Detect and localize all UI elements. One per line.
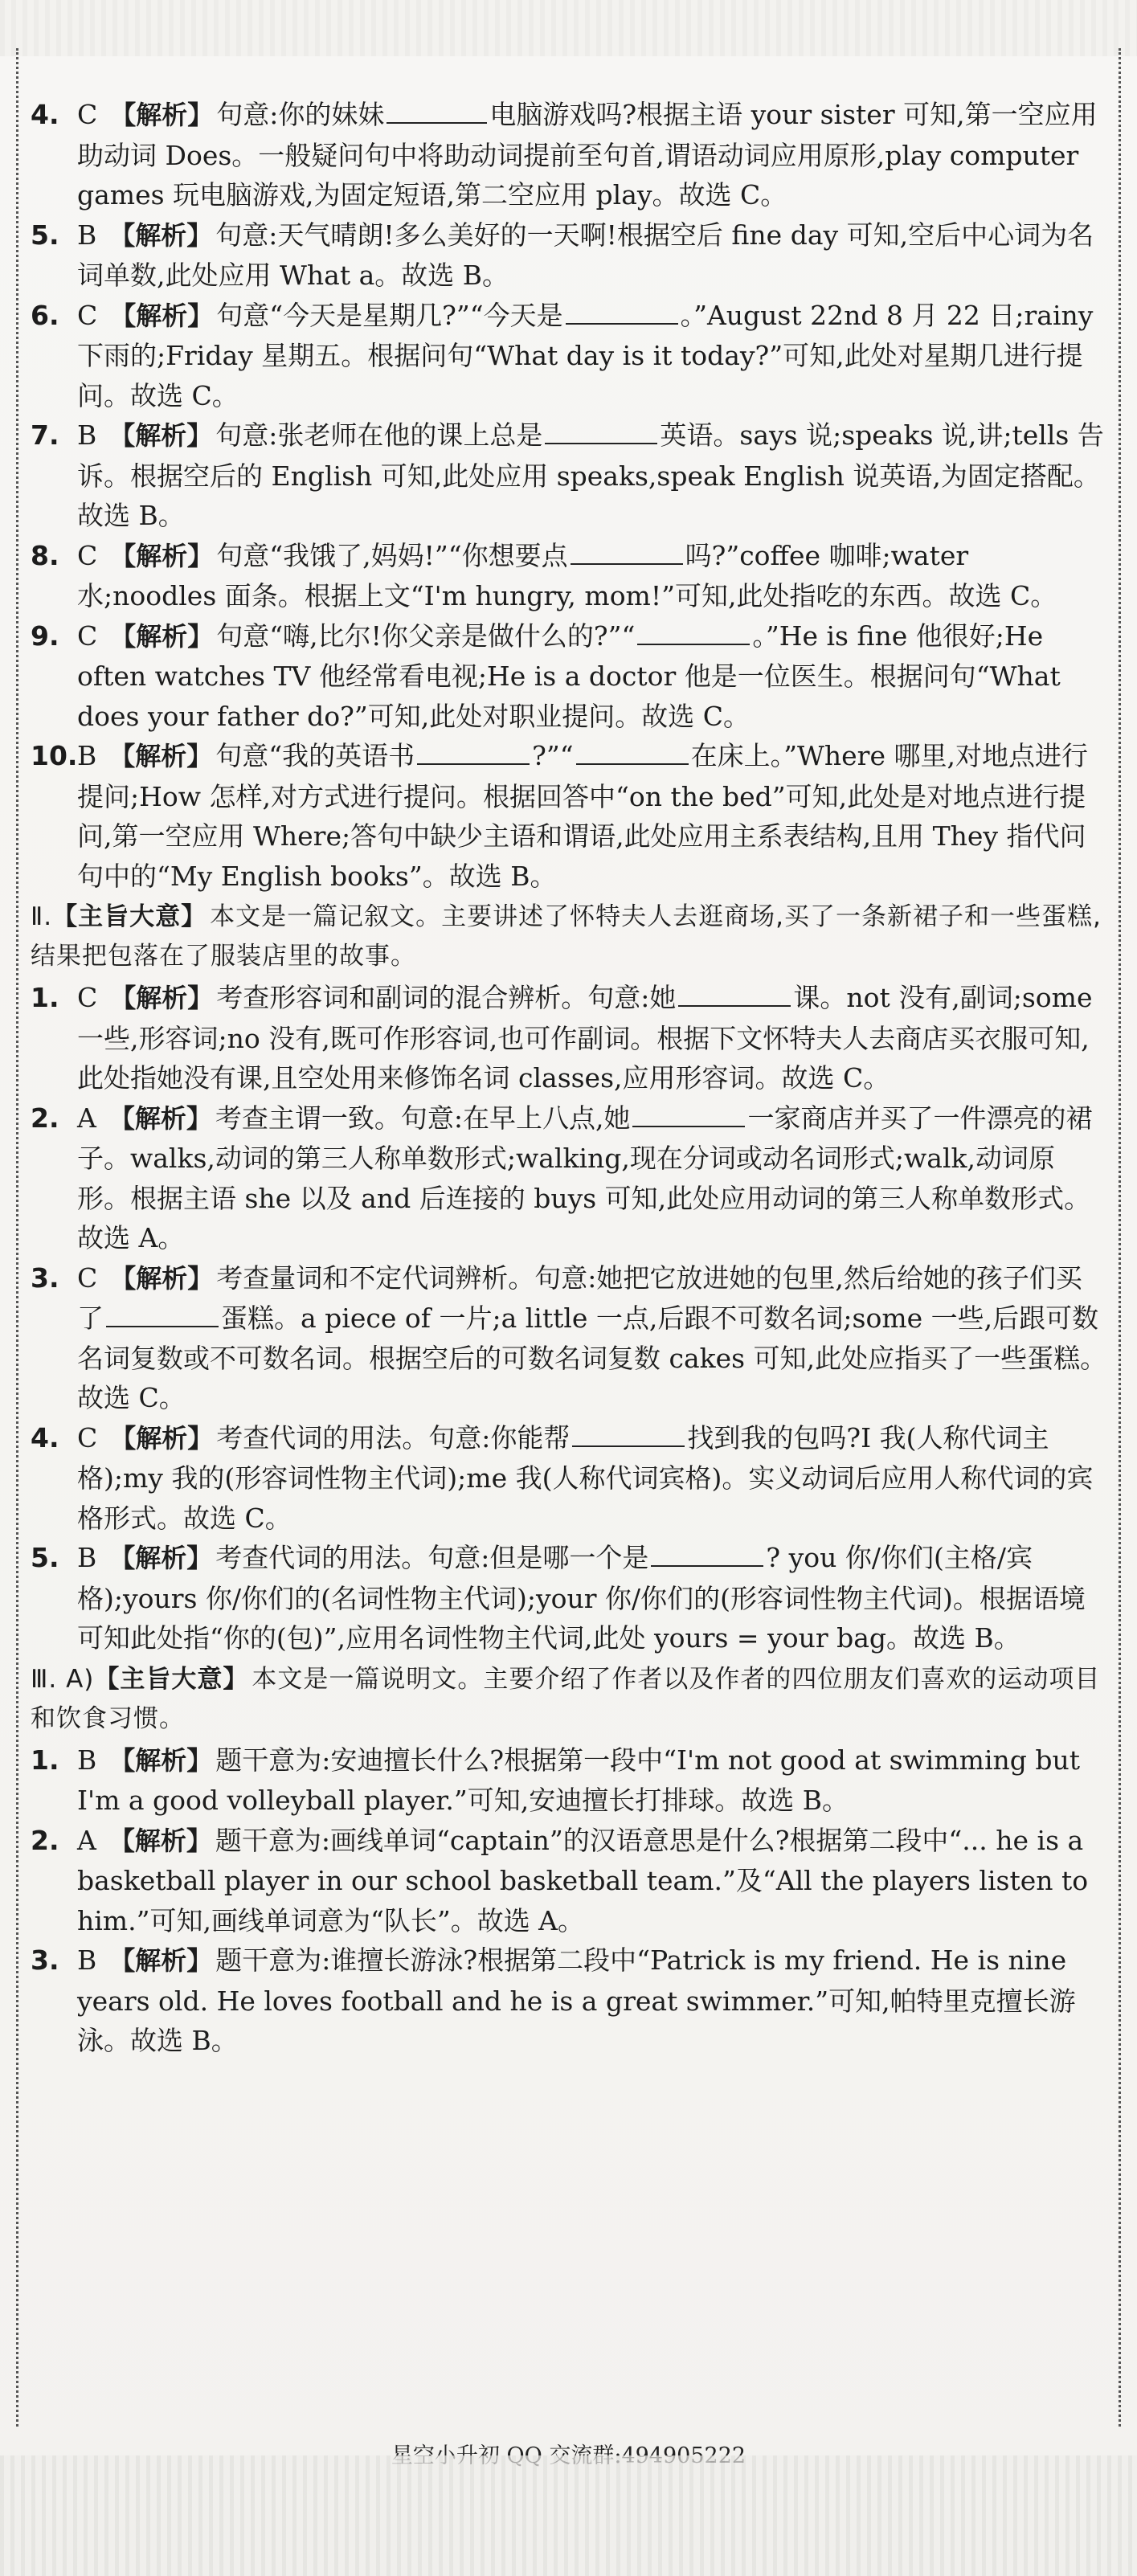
answer-item-ii-4 bbox=[31, 1418, 1107, 1539]
explanation-text: 在床上。”Where 哪里,对地点进行提问;How 怎样,对方式进行提问。根据回答中“on the bed”可知,此处是对地点进行提问,第一空应用 Where;答句中缺少主语和谓语,此处应用主系表结构,且用 They 指代问句中的“My English books”。故选 B。 bbox=[77, 740, 1088, 892]
item-number: 4. bbox=[31, 99, 59, 130]
answer-item-8 bbox=[31, 536, 1107, 616]
answer-letter: C bbox=[77, 1421, 98, 1454]
explanation-text: 。”He is fine 他很好;He often watches TV 他经常看电视;He is a doctor 他是一位医生。根据问句“What does your father do?”可知,此处对职业提问。故选 C。 bbox=[77, 619, 1061, 732]
item-number: 2. bbox=[31, 1824, 59, 1856]
analysis-tag: 【解析】 bbox=[110, 540, 214, 571]
answer-content bbox=[31, 95, 1107, 2061]
explanation-text: ? you 你/你们(主格/宾格);yours 你/你们的(名词性物主代词);your 你/你们的(形容词性物主代词)。根据语境可知此处指“你的(包)”,应用名词性物主代词,此处 yours = your bag。故选 B。 bbox=[77, 1542, 1086, 1654]
answer-letter: C bbox=[77, 1261, 98, 1294]
item-number: 1. bbox=[31, 1744, 59, 1776]
blank-line bbox=[651, 1541, 763, 1567]
explanation-text: 句意“嗨,比尔!你父亲是做什么的?”“ bbox=[216, 619, 636, 652]
answer-letter: B bbox=[77, 740, 97, 771]
blank-line bbox=[637, 619, 750, 645]
answer-letter: A bbox=[77, 1102, 96, 1134]
answer-item-4 bbox=[31, 95, 1107, 215]
blank-line bbox=[632, 1102, 745, 1127]
analysis-tag: 【解析】 bbox=[110, 1262, 214, 1294]
explanation-text: 句意“我饿了,妈妈!”“你想要点 bbox=[216, 539, 568, 571]
blank-line bbox=[106, 1302, 219, 1327]
analysis-tag: 【解析】 bbox=[110, 100, 214, 130]
explanation-text: 英语。says 说;speaks 说,讲;tells 告诉。根据空后的 English 可知,此处应用 speaks,speak English 说英语,为固定搭配。故选 B。 bbox=[77, 419, 1104, 531]
summary-text: 本文是一篇说明文。主要介绍了作者以及作者的四位朋友们喜欢的运动项目和饮食习惯。 bbox=[31, 1664, 1101, 1733]
explanation-text: 考查主谓一致。句意:在早上八点,她 bbox=[215, 1102, 631, 1134]
answer-item-iii-3 bbox=[31, 1940, 1107, 2061]
answer-item-5 bbox=[31, 215, 1107, 296]
left-dotted-margin bbox=[16, 48, 18, 2427]
answer-letter: C bbox=[77, 299, 98, 331]
explanation-text: 考查量词和不定代词辨析。句意:她把它放进她的包里,然后给她的孩子们买了 bbox=[77, 1261, 1082, 1334]
item-number: 9. bbox=[31, 619, 59, 652]
explanation-text: 考查代词的用法。句意:但是哪一个是 bbox=[215, 1542, 649, 1573]
blank-line bbox=[566, 299, 678, 325]
analysis-tag: 【解析】 bbox=[110, 300, 214, 331]
explanation-text: 题干意为:安迪擅长什么?根据第一段中“I'm not good at swimming but I'm a good volleyball player.”可知,安迪擅长打排球。故选 B。 bbox=[77, 1744, 1081, 1816]
item-number: 10. bbox=[31, 740, 78, 771]
explanation-text: 句意:你的妹妹 bbox=[216, 99, 385, 130]
blank-line bbox=[678, 981, 791, 1007]
analysis-tag: 【解析】 bbox=[109, 1945, 213, 1976]
answer-item-7 bbox=[31, 415, 1107, 536]
section-label: Ⅱ. bbox=[31, 902, 53, 931]
item-number: 1. bbox=[31, 982, 59, 1013]
analysis-tag: 【解析】 bbox=[109, 1744, 213, 1776]
answer-letter: A bbox=[77, 1824, 96, 1856]
item-number: 2. bbox=[31, 1102, 59, 1134]
explanation-text: 。”August 22nd 8 月 22 日;rainy 下雨的;Friday 星期五。根据问句“What day is it today?”可知,此处对星期几进行提问。故选 C。 bbox=[77, 299, 1094, 411]
section-label: Ⅲ. A) bbox=[31, 1664, 95, 1694]
answer-letter: C bbox=[77, 982, 98, 1013]
explanation-text: 蛋糕。a piece of 一片;a little 一点,后跟不可数名词;some 一些,后跟可数名词复数或不可数名词。根据空后的可数名词复数 cakes 可知,此处应指买了一些蛋糕。故选 C。 bbox=[77, 1302, 1107, 1413]
analysis-tag: 【解析】 bbox=[108, 1825, 212, 1856]
explanation-text: 句意:张老师在他的课上总是 bbox=[215, 419, 543, 451]
blank-line bbox=[545, 419, 657, 444]
explanation-text: 句意:天气晴朗!多么美好的一天啊!根据空后 fine day 可知,空后中心词为名词单数,此处应用 What a。故选 B。 bbox=[77, 219, 1094, 291]
explanation-text: 电脑游戏吗?根据主语 your sister 可知,第一空应用助动词 Does。一般疑问句中将助动词提前至句首,谓语动词应用原形,play computer games 玩电脑游戏,为固定短语,第二空应用 play。故选 C。 bbox=[77, 99, 1098, 211]
analysis-tag: 【解析】 bbox=[109, 741, 213, 771]
scan-texture-bottom bbox=[0, 2455, 1137, 2576]
analysis-tag: 【解析】 bbox=[110, 620, 214, 652]
answer-letter: B bbox=[77, 219, 97, 251]
item-number: 5. bbox=[31, 219, 59, 251]
answer-item-iii-1 bbox=[31, 1740, 1107, 1821]
item-number: 8. bbox=[31, 539, 59, 571]
analysis-tag: 【解析】 bbox=[110, 983, 214, 1013]
explanation-text: 课。not 没有,副词;some 一些,形容词;no 没有,既可作形容词,也可作副词。根据下文怀特夫人去商店买衣服可知,此处指她没有课,且空处用来修饰名词 classes,应用形容词。故选 C。 bbox=[77, 982, 1093, 1094]
answer-item-6 bbox=[31, 296, 1107, 416]
answer-letter: B bbox=[77, 419, 97, 451]
answer-item-10 bbox=[31, 736, 1107, 896]
explanation-text: 句意“我的英语书 bbox=[215, 740, 415, 771]
right-dotted-margin bbox=[1119, 48, 1121, 2427]
answer-letter: C bbox=[77, 619, 98, 652]
analysis-tag: 【解析】 bbox=[109, 1543, 213, 1573]
answer-letter: C bbox=[77, 539, 98, 571]
answer-item-ii-1 bbox=[31, 978, 1107, 1098]
answer-item-ii-3 bbox=[31, 1258, 1107, 1418]
blank-line bbox=[386, 98, 487, 124]
blank-line bbox=[572, 1421, 685, 1447]
answer-letter: B bbox=[77, 1744, 97, 1776]
blank-line bbox=[576, 739, 689, 765]
item-number: 7. bbox=[31, 419, 59, 451]
explanation-text: 考查代词的用法。句意:你能帮 bbox=[216, 1421, 571, 1454]
answer-letter: C bbox=[77, 99, 98, 130]
answer-item-iii-2 bbox=[31, 1821, 1107, 1941]
analysis-tag: 【解析】 bbox=[110, 1422, 214, 1454]
explanation-text: 找到我的包吗?I 我(人称代词主格);my 我的(形容词性物主代词);me 我(人称代词宾格)。实义动词后应用人称代词的宾格形式。故选 C。 bbox=[77, 1421, 1094, 1534]
item-number: 5. bbox=[31, 1542, 59, 1573]
answer-item-ii-2 bbox=[31, 1098, 1107, 1258]
analysis-tag: 【解析】 bbox=[108, 1102, 212, 1134]
blank-line bbox=[417, 739, 530, 765]
answer-letter: B bbox=[77, 1542, 97, 1573]
explanation-text: 一家商店并买了一件漂亮的裙子。walks,动词的第三人称单数形式;walking,现在分词或动名词形式;walk,动词原形。根据主语 she 以及 and 后连接的 buys 可知,此处应用动词的第三人称单数形式。故选 A。 bbox=[77, 1102, 1093, 1253]
summary-text: 本文是一篇记叙文。主要讲述了怀特夫人去逛商场,买了一条新裙子和一些蛋糕,结果把包落在了服装店里的故事。 bbox=[31, 902, 1102, 971]
explanation-text: 题干意为:谁擅长游泳?根据第二段中“Patrick is my friend. He is nine years old. He loves football and he is a great swimmer.”可知,帕特里克擅长游泳。故选 B。 bbox=[77, 1944, 1076, 2056]
explanation-text: 考查形容词和副词的混合辨析。句意:她 bbox=[216, 982, 677, 1013]
answer-item-ii-5 bbox=[31, 1538, 1107, 1658]
main-idea-tag: 【主旨大意】 bbox=[94, 1664, 249, 1694]
item-number: 3. bbox=[31, 1261, 59, 1294]
explanation-text: 题干意为:画线单词“captain”的汉语意思是什么?根据第二段中“... he is a basketball player in our school basketball team.”及“All the players listen to him.”可知,画线单词意为“队长”。故选 A。 bbox=[77, 1824, 1089, 1936]
answer-letter: B bbox=[77, 1944, 97, 1976]
analysis-tag: 【解析】 bbox=[109, 219, 213, 251]
answer-item-9 bbox=[31, 616, 1107, 737]
explanation-text: 句意“今天是星期几?”“今天是 bbox=[216, 299, 563, 331]
item-number: 4. bbox=[31, 1421, 59, 1454]
main-idea-tag: 【主旨大意】 bbox=[52, 902, 207, 931]
explanation-text: 吗?”coffee 咖啡;water 水;noodles 面条。根据上文“I'm hungry, mom!”可知,此处指吃的东西。故选 C。 bbox=[77, 539, 1057, 611]
analysis-tag: 【解析】 bbox=[109, 420, 213, 451]
blank-line bbox=[571, 539, 683, 565]
section-3-summary bbox=[31, 1660, 1107, 1739]
scan-texture-top bbox=[0, 0, 1137, 56]
item-number: 6. bbox=[31, 299, 59, 331]
section-2-summary bbox=[31, 898, 1107, 976]
explanation-text: ?”“ bbox=[532, 740, 574, 771]
item-number: 3. bbox=[31, 1944, 59, 1976]
